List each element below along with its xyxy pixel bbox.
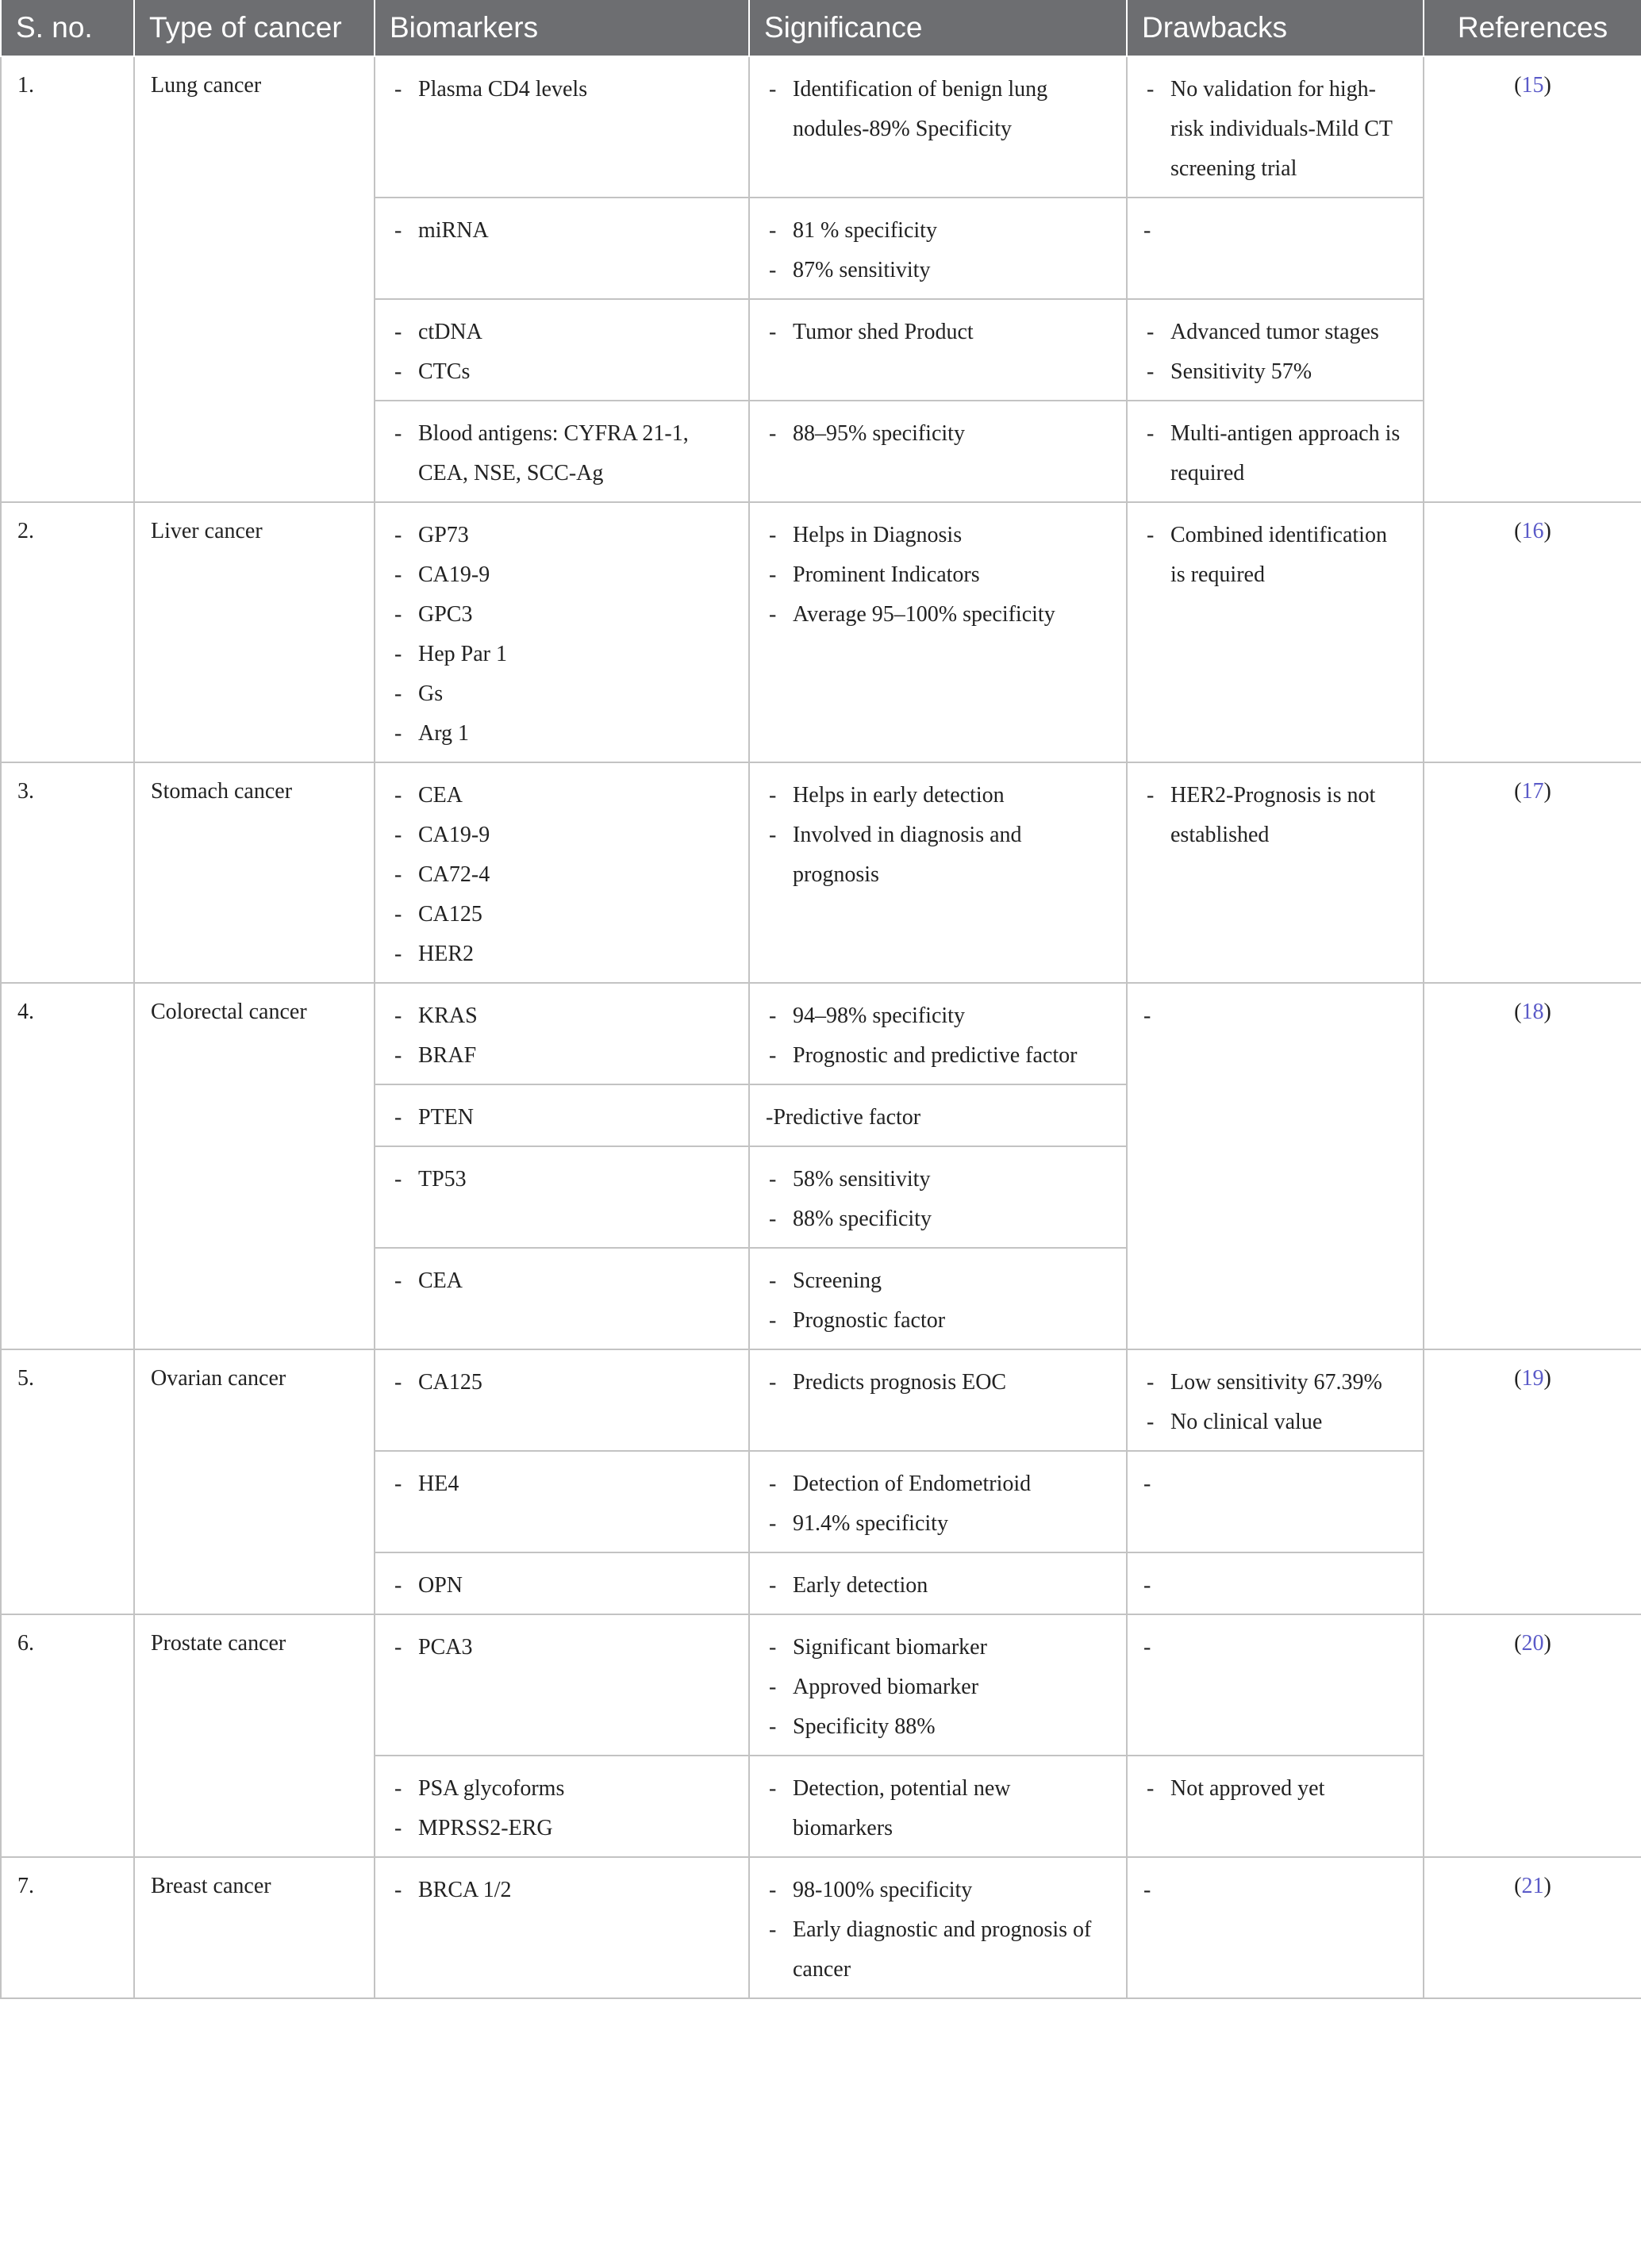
significance-item: - Screening bbox=[766, 1261, 1110, 1301]
cell-biomarkers bbox=[375, 1084, 749, 1146]
drawback-item: - HER2-Prognosis is not established bbox=[1143, 776, 1407, 855]
biomarker-list bbox=[391, 1769, 732, 1848]
significance-list bbox=[766, 516, 1110, 635]
header-biomarkers: Biomarkers bbox=[375, 0, 749, 56]
cell-biomarkers bbox=[375, 1756, 749, 1857]
biomarker-list bbox=[391, 70, 732, 109]
significance-list bbox=[766, 1363, 1110, 1403]
significance-item: - Prognostic and predictive factor bbox=[766, 1036, 1110, 1076]
significance-item: - Helps in Diagnosis bbox=[766, 516, 1110, 555]
drawback-list bbox=[1143, 776, 1407, 855]
significance-list bbox=[766, 1160, 1110, 1239]
biomarker-item: - KRAS bbox=[391, 996, 732, 1036]
table-row bbox=[1, 983, 1641, 1084]
cancer-type-text: Lung cancer bbox=[151, 73, 262, 98]
significance-item: - Early diagnostic and prognosis of cancer bbox=[766, 1910, 1110, 1990]
cell-significance bbox=[749, 401, 1127, 502]
cancer-type-text: Ovarian cancer bbox=[151, 1366, 286, 1391]
significance-item: - Average 95–100% specificity bbox=[766, 595, 1110, 635]
cell-significance bbox=[749, 502, 1127, 762]
reference-link[interactable]: 15 bbox=[1521, 73, 1544, 98]
sno-text: 3. bbox=[17, 779, 34, 804]
significance-list bbox=[766, 1261, 1110, 1341]
cell-drawbacks bbox=[1127, 56, 1424, 198]
significance-list bbox=[766, 1464, 1110, 1544]
cell-cancer-type bbox=[134, 1349, 375, 1614]
cell-drawbacks bbox=[1127, 299, 1424, 401]
reference-link[interactable]: 17 bbox=[1521, 779, 1544, 804]
cell-drawbacks bbox=[1127, 1614, 1424, 1756]
biomarker-item: - CEA bbox=[391, 1261, 732, 1301]
biomarker-item: - miRNA bbox=[391, 211, 732, 251]
cell-sno bbox=[1, 1349, 134, 1614]
significance-item: - 87% sensitivity bbox=[766, 251, 1110, 290]
biomarker-item: - CA19-9 bbox=[391, 555, 732, 595]
significance-item: - Helps in early detection bbox=[766, 776, 1110, 815]
cell-biomarkers bbox=[375, 502, 749, 762]
drawback-list bbox=[1143, 414, 1407, 493]
cell-biomarkers bbox=[375, 1451, 749, 1552]
biomarker-item: - Arg 1 bbox=[391, 714, 732, 754]
significance-list bbox=[766, 211, 1110, 290]
reference-link[interactable]: 19 bbox=[1521, 1366, 1544, 1391]
significance-list bbox=[766, 70, 1110, 149]
cell-biomarkers bbox=[375, 198, 749, 299]
cell-biomarkers bbox=[375, 762, 749, 983]
cell-significance bbox=[749, 1552, 1127, 1614]
cell-cancer-type bbox=[134, 56, 375, 502]
cell-biomarkers bbox=[375, 1552, 749, 1614]
cancer-type-text: Stomach cancer bbox=[151, 779, 293, 804]
cancer-type-text: Colorectal cancer bbox=[151, 1000, 307, 1024]
biomarker-item: - OPN bbox=[391, 1566, 732, 1606]
drawback-item: - Advanced tumor stages bbox=[1143, 313, 1407, 352]
table-row bbox=[1, 1349, 1641, 1451]
significance-item: - Prominent Indicators bbox=[766, 555, 1110, 595]
reference-link[interactable]: 20 bbox=[1521, 1631, 1544, 1656]
significance-item: - Specificity 88% bbox=[766, 1707, 1110, 1747]
cell-biomarkers bbox=[375, 1248, 749, 1349]
cell-significance bbox=[749, 1451, 1127, 1552]
significance-item: - Early detection bbox=[766, 1566, 1110, 1606]
sno-text: 6. bbox=[17, 1631, 34, 1656]
biomarker-list bbox=[391, 1871, 732, 1910]
drawback-item: - Combined identification is required bbox=[1143, 516, 1407, 595]
cell-drawbacks bbox=[1127, 198, 1424, 299]
cell-significance bbox=[749, 1857, 1127, 1998]
cell-cancer-type bbox=[134, 762, 375, 983]
significance-item: - Predicts prognosis EOC bbox=[766, 1363, 1110, 1403]
cell-reference: (20) bbox=[1424, 1614, 1641, 1857]
drawback-list bbox=[1143, 516, 1407, 595]
header-significance: Significance bbox=[749, 0, 1127, 56]
cell-drawbacks bbox=[1127, 401, 1424, 502]
cell-sno bbox=[1, 56, 134, 502]
drawback-list bbox=[1143, 1769, 1407, 1809]
significance-list bbox=[766, 1628, 1110, 1747]
significance-item: - 88% specificity bbox=[766, 1199, 1110, 1239]
cell-reference: (17) bbox=[1424, 762, 1641, 983]
significance-list bbox=[766, 1871, 1110, 1990]
biomarker-list bbox=[391, 1464, 732, 1504]
biomarker-list bbox=[391, 1566, 732, 1606]
biomarker-list bbox=[391, 996, 732, 1076]
significance-list bbox=[766, 776, 1110, 895]
cell-sno bbox=[1, 1614, 134, 1857]
biomarker-item: - GPC3 bbox=[391, 595, 732, 635]
significance-item: - 98-100% specificity bbox=[766, 1871, 1110, 1910]
significance-item: - Approved biomarker bbox=[766, 1667, 1110, 1707]
cell-reference: (19) bbox=[1424, 1349, 1641, 1614]
cell-drawbacks bbox=[1127, 1451, 1424, 1552]
table-row bbox=[1, 502, 1641, 762]
cell-sno bbox=[1, 983, 134, 1349]
sno-text: 4. bbox=[17, 1000, 34, 1024]
biomarker-list bbox=[391, 516, 732, 754]
cell-sno bbox=[1, 1857, 134, 1998]
significance-item: - 58% sensitivity bbox=[766, 1160, 1110, 1199]
drawback-list bbox=[1143, 1363, 1407, 1442]
significance-item: - Detection, potential new biomarkers bbox=[766, 1769, 1110, 1848]
significance-list bbox=[766, 1566, 1110, 1606]
drawbacks-text: - bbox=[1143, 218, 1151, 243]
biomarker-item: - Blood antigens: CYFRA 21-1, CEA, NSE, SCC-Ag bbox=[391, 414, 732, 493]
biomarker-item: - BRCA 1/2 bbox=[391, 1871, 732, 1910]
sno-text: 2. bbox=[17, 519, 34, 543]
cell-biomarkers bbox=[375, 983, 749, 1084]
cell-significance bbox=[749, 983, 1127, 1084]
biomarker-item: - GP73 bbox=[391, 516, 732, 555]
table-row bbox=[1, 1857, 1641, 1998]
significance-item: - Tumor shed Product bbox=[766, 313, 1110, 352]
biomarker-list bbox=[391, 211, 732, 251]
header-references: References bbox=[1424, 0, 1641, 56]
cell-sno bbox=[1, 762, 134, 983]
drawback-item: - Multi-antigen approach is required bbox=[1143, 414, 1407, 493]
significance-item: - 81 % specificity bbox=[766, 211, 1110, 251]
biomarker-item: - Gs bbox=[391, 674, 732, 714]
cell-biomarkers bbox=[375, 1614, 749, 1756]
sno-text: 1. bbox=[17, 73, 34, 98]
biomarker-item: - PTEN bbox=[391, 1098, 732, 1138]
cell-cancer-type bbox=[134, 983, 375, 1349]
reference-link[interactable]: 16 bbox=[1521, 519, 1544, 543]
header-type: Type of cancer bbox=[134, 0, 375, 56]
table-body bbox=[1, 56, 1641, 1998]
cell-significance bbox=[749, 1614, 1127, 1756]
cell-drawbacks bbox=[1127, 983, 1424, 1349]
drawback-list bbox=[1143, 313, 1407, 392]
cell-significance bbox=[749, 56, 1127, 198]
significance-text: -Predictive factor bbox=[766, 1105, 921, 1130]
drawbacks-text: - bbox=[1143, 1878, 1151, 1902]
drawbacks-text: - bbox=[1143, 1573, 1151, 1598]
drawback-item: - Not approved yet bbox=[1143, 1769, 1407, 1809]
reference-link[interactable]: 21 bbox=[1521, 1874, 1544, 1898]
cell-significance bbox=[749, 1248, 1127, 1349]
biomarker-item: - MPRSS2-ERG bbox=[391, 1809, 732, 1848]
cell-reference: (18) bbox=[1424, 983, 1641, 1349]
table-row bbox=[1, 1614, 1641, 1756]
biomarker-item: - CA125 bbox=[391, 895, 732, 934]
cell-biomarkers bbox=[375, 1349, 749, 1451]
cell-significance bbox=[749, 1146, 1127, 1248]
significance-item: - Identification of benign lung nodules-89% Specificity bbox=[766, 70, 1110, 149]
cell-drawbacks bbox=[1127, 1349, 1424, 1451]
biomarker-item: - CA125 bbox=[391, 1363, 732, 1403]
sno-text: 5. bbox=[17, 1366, 34, 1391]
significance-item: - Involved in diagnosis and prognosis bbox=[766, 815, 1110, 895]
significance-item: - Prognostic factor bbox=[766, 1301, 1110, 1341]
biomarker-list bbox=[391, 1363, 732, 1403]
drawbacks-text: - bbox=[1143, 1004, 1151, 1028]
cell-biomarkers bbox=[375, 299, 749, 401]
drawback-item: - No clinical value bbox=[1143, 1403, 1407, 1442]
cell-sno bbox=[1, 502, 134, 762]
significance-list bbox=[766, 414, 1110, 454]
biomarker-item: - PSA glycoforms bbox=[391, 1769, 732, 1809]
drawback-item: - Sensitivity 57% bbox=[1143, 352, 1407, 392]
biomarker-list bbox=[391, 1098, 732, 1138]
cancer-type-text: Liver cancer bbox=[151, 519, 263, 543]
significance-item: - Significant biomarker bbox=[766, 1628, 1110, 1667]
sno-text: 7. bbox=[17, 1874, 34, 1898]
header-sno: S. no. bbox=[1, 0, 134, 56]
biomarker-item: - CA19-9 bbox=[391, 815, 732, 855]
cell-significance bbox=[749, 1756, 1127, 1857]
biomarker-list bbox=[391, 1261, 732, 1301]
significance-item: - Detection of Endometrioid bbox=[766, 1464, 1110, 1504]
cancer-type-text: Breast cancer bbox=[151, 1874, 271, 1898]
cell-cancer-type bbox=[134, 1857, 375, 1998]
header-drawbacks: Drawbacks bbox=[1127, 0, 1424, 56]
biomarker-item: - CEA bbox=[391, 776, 732, 815]
cell-biomarkers bbox=[375, 56, 749, 198]
significance-item: - 91.4% specificity bbox=[766, 1504, 1110, 1544]
drawbacks-text: - bbox=[1143, 1635, 1151, 1660]
biomarker-item: - BRAF bbox=[391, 1036, 732, 1076]
cell-significance bbox=[749, 1349, 1127, 1451]
cell-drawbacks bbox=[1127, 1756, 1424, 1857]
biomarker-item: - HER2 bbox=[391, 934, 732, 974]
cell-significance bbox=[749, 299, 1127, 401]
biomarker-item: - CTCs bbox=[391, 352, 732, 392]
biomarker-item: - CA72-4 bbox=[391, 855, 732, 895]
biomarker-list bbox=[391, 414, 732, 493]
cell-reference: (21) bbox=[1424, 1857, 1641, 1998]
significance-list bbox=[766, 996, 1110, 1076]
drawback-item: - Low sensitivity 67.39% bbox=[1143, 1363, 1407, 1403]
header-row bbox=[1, 0, 1641, 56]
cell-biomarkers bbox=[375, 1146, 749, 1248]
biomarker-list bbox=[391, 776, 732, 974]
cell-biomarkers bbox=[375, 401, 749, 502]
cell-significance bbox=[749, 762, 1127, 983]
drawback-item: - No validation for high-risk individuals-Mild CT screening trial bbox=[1143, 70, 1407, 189]
cell-drawbacks bbox=[1127, 502, 1424, 762]
cell-reference: (16) bbox=[1424, 502, 1641, 762]
significance-list bbox=[766, 313, 1110, 352]
cell-biomarkers bbox=[375, 1857, 749, 1998]
cell-drawbacks bbox=[1127, 1857, 1424, 1998]
table-row bbox=[1, 56, 1641, 198]
biomarker-item: - TP53 bbox=[391, 1160, 732, 1199]
cell-cancer-type bbox=[134, 1614, 375, 1857]
cell-cancer-type bbox=[134, 502, 375, 762]
cell-significance bbox=[749, 198, 1127, 299]
drawbacks-text: - bbox=[1143, 1472, 1151, 1496]
biomarker-item: - ctDNA bbox=[391, 313, 732, 352]
biomarker-item: - PCA3 bbox=[391, 1628, 732, 1667]
drawback-list bbox=[1143, 70, 1407, 189]
cancer-type-text: Prostate cancer bbox=[151, 1631, 286, 1656]
cell-significance bbox=[749, 1084, 1127, 1146]
significance-item: - 88–95% specificity bbox=[766, 414, 1110, 454]
reference-link[interactable]: 18 bbox=[1521, 1000, 1544, 1024]
significance-item: - 94–98% specificity bbox=[766, 996, 1110, 1036]
biomarker-list bbox=[391, 313, 732, 392]
biomarker-list bbox=[391, 1628, 732, 1667]
cell-drawbacks bbox=[1127, 1552, 1424, 1614]
cell-drawbacks bbox=[1127, 762, 1424, 983]
biomarker-list bbox=[391, 1160, 732, 1199]
biomarker-item: - Hep Par 1 bbox=[391, 635, 732, 674]
cell-reference: (15) bbox=[1424, 56, 1641, 502]
biomarker-item: - HE4 bbox=[391, 1464, 732, 1504]
table-row bbox=[1, 762, 1641, 983]
biomarker-item: - Plasma CD4 levels bbox=[391, 70, 732, 109]
significance-list bbox=[766, 1769, 1110, 1848]
